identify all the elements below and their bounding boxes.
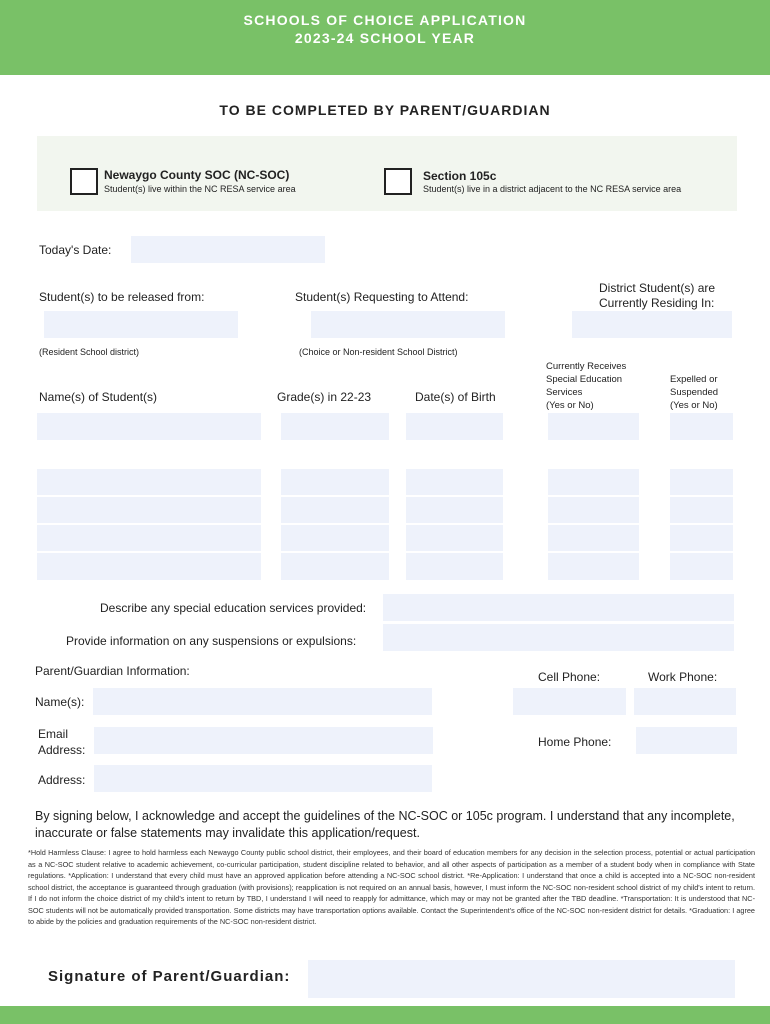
released-from-field[interactable] [44, 311, 238, 338]
student-dob-field[interactable] [406, 497, 503, 523]
resident-district-note: (Resident School district) [39, 347, 140, 357]
acknowledgement-text: By signing below, I acknowledge and accept the guidelines of the NC-SOC or 105c program. I understand that any incomplete, inaccurate or false statements may invalidate this application/request. [35, 809, 735, 840]
describe-sped-field[interactable] [383, 594, 734, 621]
student-name-field[interactable] [37, 525, 261, 551]
student-sped-field[interactable] [548, 413, 639, 440]
student-grade-field[interactable] [281, 525, 389, 551]
home-phone-field[interactable] [636, 727, 737, 754]
sped-header-line4: (Yes or No) [546, 400, 594, 411]
todays-date-field[interactable] [131, 236, 325, 263]
expelled-header-line2: Suspended [670, 387, 719, 398]
work-phone-label: Work Phone: [648, 670, 718, 684]
ncsoc-description: Student(s) live within the NC RESA service area [104, 184, 296, 194]
grades-header: Grade(s) in 22-23 [277, 390, 372, 404]
parent-names-label: Name(s): [35, 695, 85, 709]
email-label-line1: Email [38, 727, 69, 741]
ncsoc-checkbox[interactable] [70, 168, 98, 195]
requesting-to-attend-field[interactable] [311, 311, 505, 338]
released-from-label: Student(s) to be released from: [39, 290, 205, 304]
student-sped-field[interactable] [548, 469, 639, 495]
describe-sped-label: Describe any special education services provided: [100, 601, 367, 615]
student-grade-field[interactable] [281, 469, 389, 495]
ncsoc-title: Newaygo County SOC (NC-SOC) [104, 168, 290, 182]
signature-label: Signature of Parent/Guardian: [48, 968, 291, 985]
student-expelled-field[interactable] [670, 469, 733, 495]
parent-names-field[interactable] [93, 688, 432, 715]
student-names-header: Name(s) of Student(s) [39, 390, 158, 404]
student-dob-field[interactable] [406, 553, 503, 580]
home-phone-label: Home Phone: [538, 735, 612, 749]
student-expelled-field[interactable] [670, 553, 733, 580]
fine-print-clauses: *Hold Harmless Clause: I agree to hold harmless each Newaygo County public school district, their employees, and their board of education members for any decision in the selection process, potential or actual participation as a NC-SOC student relative to academic achievement, co-curricular participation, student discipline related to behavior, and all other aspects of participation as a member of a student body when in compliance with State regulations. *Application: I understand that every child must have an approved application before attending a NC-SOC school district. *Re-Application: I understand that once a child is accepted into a NC-SOC non-resident school district, the acceptance is guaranteed through graduation (with provisions); reapplication is not required on an annual basis, however, I must inform the NC-SOC non-resident school district of my child's intent to return. If I do not inform the choice district of my child's intent to return by TBD, I understand I will need to reapply for admittance, which may or may not be granted after the TBD deadline. *Transportation: It is understood that NC-SOC students will not be automatically provided transportation. Some districts may have transportation options available. Contact the Superintendent's office of the NC-SOC non-resident district for details. *Graduation: I agree to abide by the policies and graduation requirements of the NC-SOC non-resident district. [28, 848, 755, 926]
section-heading: TO BE COMPLETED BY PARENT/GUARDIAN [219, 102, 551, 118]
email-field[interactable] [94, 727, 433, 754]
section-105c-title: Section 105c [423, 169, 497, 183]
cell-phone-field[interactable] [513, 688, 626, 715]
address-field[interactable] [94, 765, 432, 792]
student-dob-field[interactable] [406, 525, 503, 551]
student-name-field[interactable] [37, 497, 261, 523]
parent-info-label: Parent/Guardian Information: [35, 664, 190, 678]
email-label-line2: Address: [38, 743, 86, 757]
student-grade-field[interactable] [281, 553, 389, 580]
student-dob-field[interactable] [406, 413, 503, 440]
student-name-field[interactable] [37, 413, 261, 440]
signature-field[interactable] [308, 960, 735, 998]
sped-header-line2: Special Education [546, 374, 623, 385]
residing-in-label-line1: District Student(s) are [599, 281, 716, 295]
form-subtitle: 2023-24 SCHOOL YEAR [294, 30, 476, 46]
student-grade-field[interactable] [281, 413, 389, 440]
sped-header-line1: Currently Receives [546, 361, 627, 372]
suspensions-field[interactable] [383, 624, 734, 651]
form-title: SCHOOLS OF CHOICE APPLICATION [243, 12, 527, 28]
section-105c-checkbox[interactable] [384, 168, 412, 195]
student-dob-field[interactable] [406, 469, 503, 495]
form-header [0, 0, 770, 75]
student-name-field[interactable] [37, 469, 261, 495]
work-phone-field[interactable] [634, 688, 736, 715]
expelled-header-line3: (Yes or No) [670, 400, 718, 411]
student-sped-field[interactable] [548, 497, 639, 523]
todays-date-label: Today's Date: [39, 243, 112, 257]
student-name-field[interactable] [37, 553, 261, 580]
form-footer-bar [0, 1006, 770, 1024]
cell-phone-label: Cell Phone: [538, 670, 601, 684]
requesting-to-attend-label: Student(s) Requesting to Attend: [295, 290, 469, 304]
suspensions-label: Provide information on any suspensions or expulsions: [66, 634, 357, 648]
student-expelled-field[interactable] [670, 525, 733, 551]
residing-in-label-line2: Currently Residing In: [599, 296, 715, 310]
sped-header-line3: Services [546, 387, 583, 398]
expelled-header-line1: Expelled or [670, 374, 718, 385]
section-105c-description: Student(s) live in a district adjacent to the NC RESA service area [423, 184, 682, 194]
student-grade-field[interactable] [281, 497, 389, 523]
choice-district-note: (Choice or Non-resident School District) [299, 347, 458, 357]
student-expelled-field[interactable] [670, 497, 733, 523]
dob-header: Date(s) of Birth [415, 390, 496, 404]
student-sped-field[interactable] [548, 553, 639, 580]
student-sped-field[interactable] [548, 525, 639, 551]
address-label: Address: [38, 773, 86, 787]
student-expelled-field[interactable] [670, 413, 733, 440]
residing-in-field[interactable] [572, 311, 732, 338]
